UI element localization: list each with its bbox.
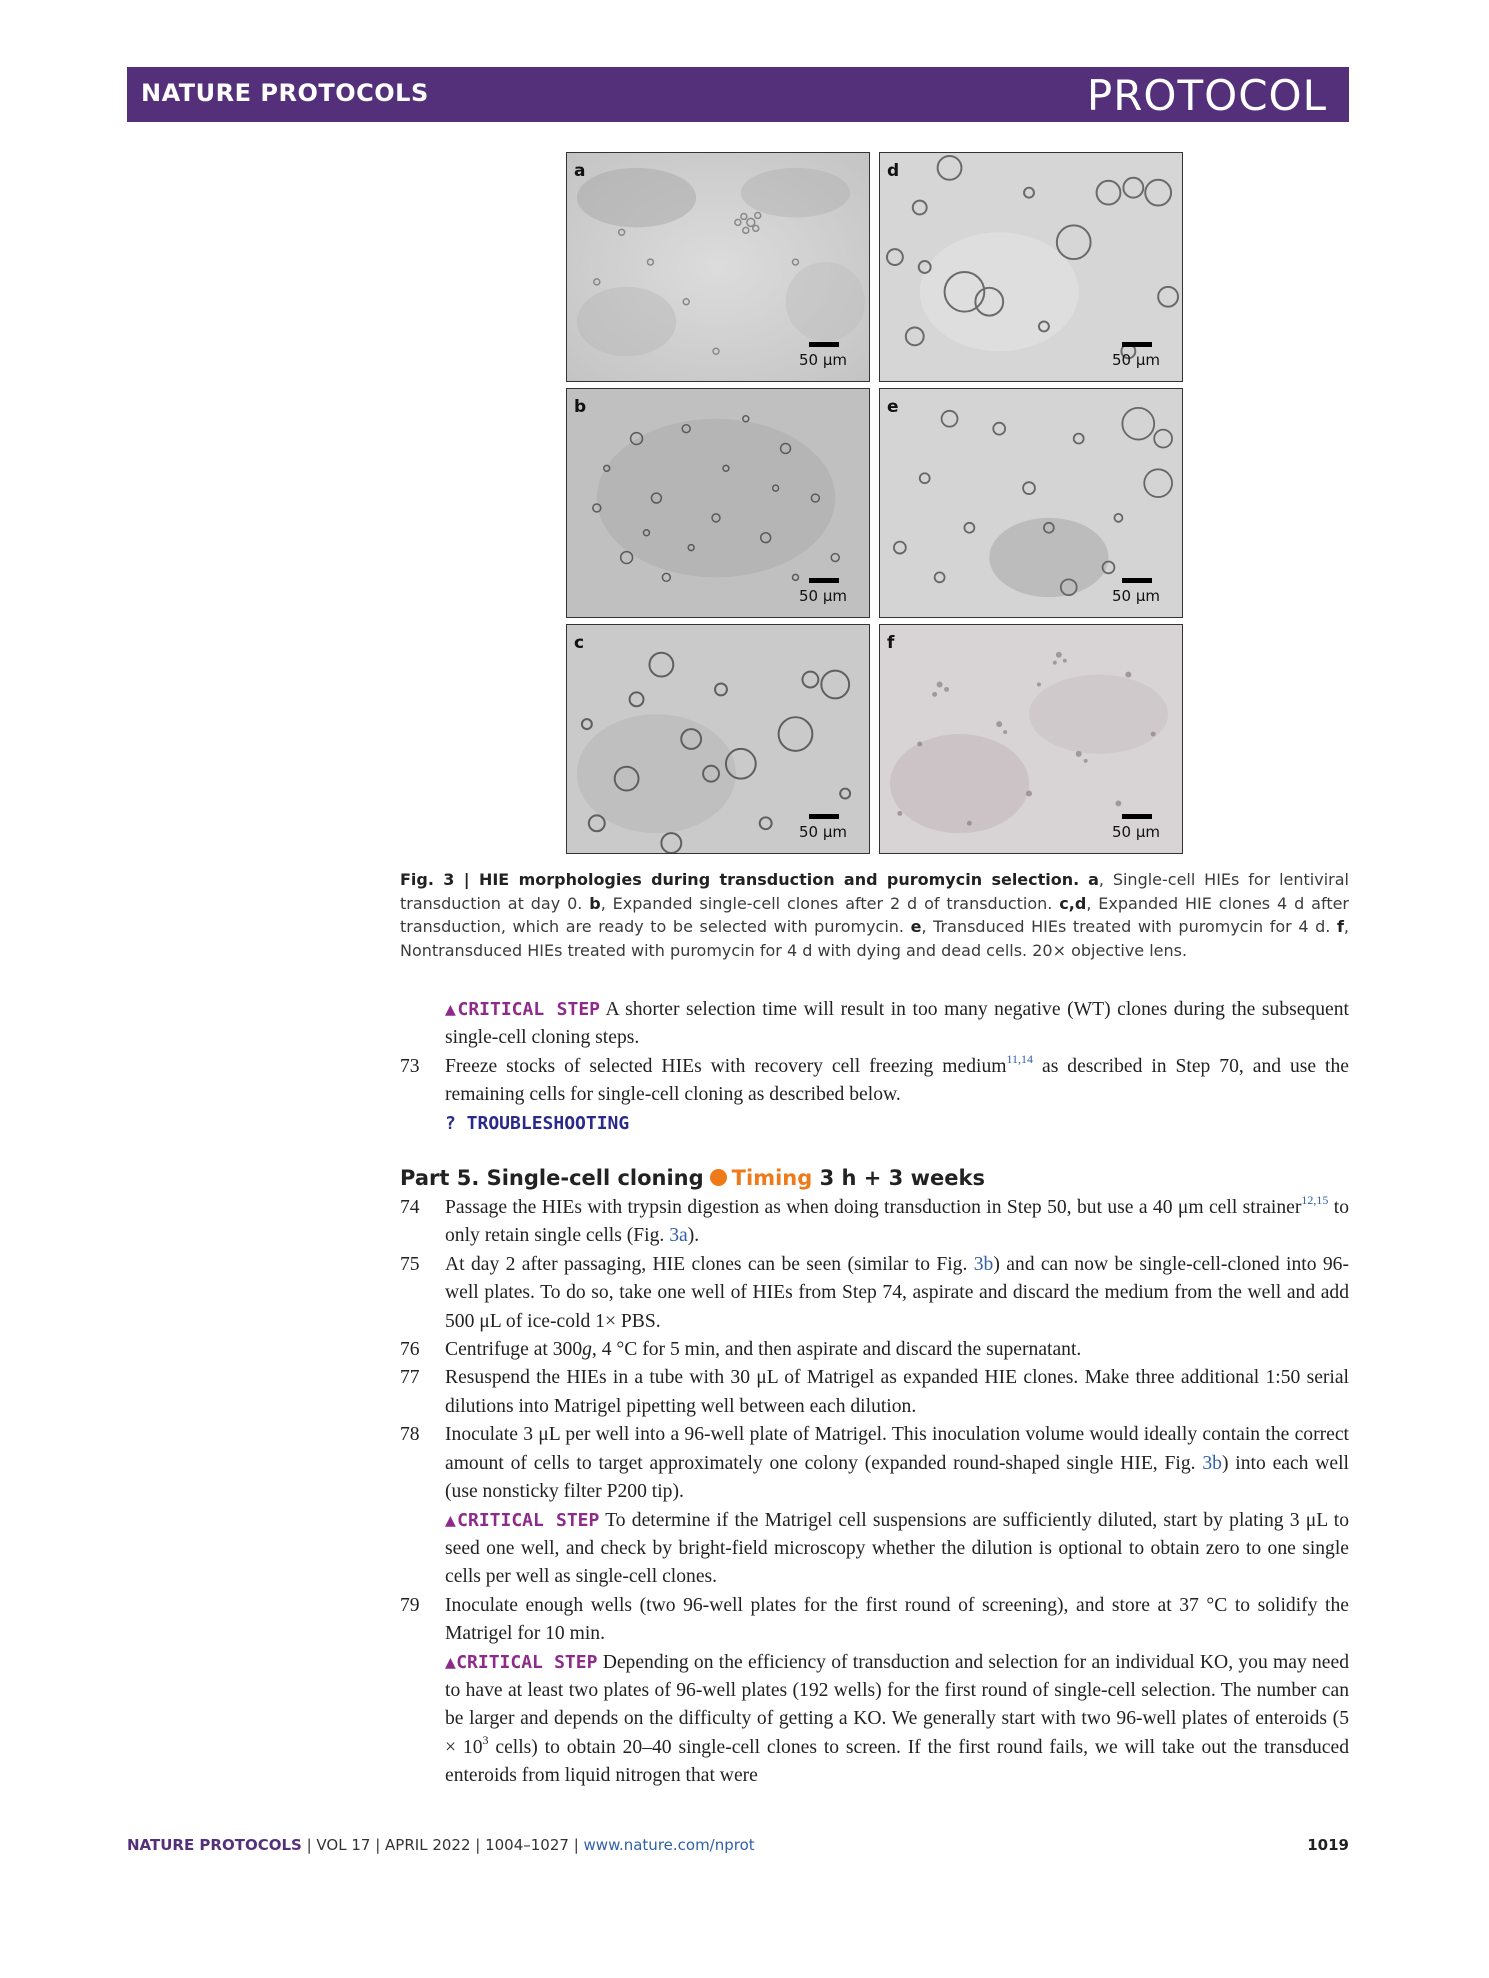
timing-label: Timing [731, 1166, 813, 1191]
step-text: ). [687, 1225, 700, 1247]
step-76 [400, 1336, 1349, 1364]
step-text: Inoculate 3 μL per well into a 96-well plate of Matrigel. This inoculation volume would ideally contain the correct amount of cells to target approximately one colony (expanded round-shaped single HIE, Fig. [445, 1424, 1349, 1474]
figure-caption [400, 868, 1349, 962]
critical-step-text: Depending on the efficiency of transduction and selection for an individual KO, you may need to have at least two plates of 96-well plates (192 wells) for the first round of single-cell selection. The number can be larger and depends on the difficulty of getting a KO. We generally start with two 96-well plates of enteroids (5 × 10 [445, 1651, 1349, 1758]
gravity-unit: g [582, 1339, 592, 1361]
footer-journal: NATURE PROTOCOLS [127, 1836, 302, 1854]
scale-label: 50 μm [798, 823, 847, 841]
timing-dot-icon [710, 1169, 727, 1186]
journal-header-bar [127, 67, 1349, 122]
scale-bar [809, 814, 839, 819]
critical-step-label: ▲CRITICAL STEP [445, 1509, 600, 1531]
step-number: 74 [400, 1197, 420, 1219]
critical-step-2 [400, 1507, 1349, 1592]
page-footer [127, 1836, 1349, 1860]
critical-step-label: ▲CRITICAL STEP [445, 999, 601, 1020]
scale-bar [809, 578, 839, 583]
scale-label: 50 μm [1111, 587, 1160, 605]
panel-e [879, 388, 1183, 618]
caption-tag-cd: c,d [1059, 893, 1087, 913]
exponent: 3 [482, 1732, 489, 1747]
caption-text-f: , Nontransduced HIEs treated with puromycin for 4 d with dying and dead cells. 20× objective lens. [400, 917, 1350, 960]
footer-volume-info: | VOL 17 | APRIL 2022 | 1004–1027 | [301, 1836, 584, 1854]
caption-text-b: , Expanded single-cell clones after 2 d of transduction. [600, 893, 1053, 913]
troubleshooting-link-row [400, 1110, 1349, 1138]
step-number: 76 [400, 1339, 420, 1361]
scale-bar [1122, 578, 1152, 583]
caption-tag-e: e [910, 917, 922, 936]
step-text: Inoculate enough wells (two 96-well plates for the first round of screening), and store at 37 °C to solidify the Matrigel for 10 min. [445, 1594, 1349, 1645]
step-text: At day 2 after passaging, HIE clones can be seen (similar to Fig. [445, 1253, 974, 1275]
article-type: PROTOCOL [1086, 71, 1327, 120]
scale-bar [1122, 814, 1152, 819]
figure-ref-link[interactable]: 3b [1202, 1452, 1222, 1474]
scale-label: 50 μm [1111, 351, 1160, 369]
figure-3-grid [566, 152, 1183, 856]
caption-tag-f: f [1336, 917, 1344, 936]
figure-ref-link[interactable]: 3a [669, 1225, 688, 1247]
citation-link[interactable]: 12,15 [1301, 1193, 1329, 1208]
scale-label: 50 μm [798, 587, 847, 605]
figure-ref-link[interactable]: 3b [973, 1253, 994, 1275]
step-79 [400, 1592, 1349, 1649]
step-text: Resuspend the HIEs in a tube with 30 μL of Matrigel as expanded HIE clones. Make three additional 1:50 serial dilutions into Matrigel pipetting well between each dilution. [445, 1367, 1349, 1417]
panel-letter: e [887, 397, 899, 417]
panel-letter: b [574, 397, 587, 417]
caption-text-a: , Single-cell HIEs for lentiviral transduction at day 0. [400, 870, 1349, 913]
footer-url-link[interactable]: www.nature.com/nprot [583, 1836, 755, 1854]
page-number: 1019 [1307, 1836, 1349, 1854]
step-73 [400, 1053, 1349, 1110]
step-number: 77 [400, 1367, 420, 1389]
step-text: Centrifuge at 300 [445, 1339, 583, 1361]
critical-step-text: cells) to obtain 20–40 single-cell clones to screen. If the first round fails, we will take out the transduced enteroids from liquid nitrogen that were [445, 1736, 1350, 1787]
step-78 [400, 1421, 1349, 1506]
part-5-heading [400, 1164, 1349, 1192]
step-number: 78 [400, 1424, 420, 1446]
troubleshooting-link[interactable]: ? TROUBLESHOOTING [445, 1112, 630, 1134]
step-text: as described in Step 70, and use the remaining cells for single-cell cloning as described below. [445, 1055, 1349, 1106]
step-text: to only retain single cells (Fig. [445, 1197, 1349, 1247]
panel-letter: d [887, 161, 900, 181]
scale-bar [809, 342, 839, 347]
protocol-body [400, 996, 1349, 1791]
caption-tag-a: a [1088, 870, 1099, 889]
panel-letter: a [574, 161, 586, 181]
step-text: , 4 °C for 5 min, and then aspirate and discard the supernatant. [591, 1339, 1082, 1361]
citation-link[interactable]: 11,14 [1006, 1051, 1034, 1066]
scale-bar [1122, 342, 1152, 347]
panel-f [879, 624, 1183, 854]
scale-label: 50 μm [798, 351, 847, 369]
caption-text-e: , Transduced HIEs treated with puromycin for 4 d. [921, 917, 1331, 936]
panel-a [566, 152, 870, 382]
caption-label: Fig. 3 | HIE morphologies during transduction and puromycin selection. [400, 870, 1080, 889]
step-74 [400, 1194, 1349, 1251]
step-text: Passage the HIEs with trypsin digestion as when doing transduction in Step 50, but use a 40 μm cell strainer [445, 1197, 1302, 1219]
panel-letter: f [887, 633, 895, 653]
part-title: Part 5. Single-cell cloning [400, 1166, 704, 1191]
step-number: 75 [400, 1253, 420, 1275]
panel-letter: c [574, 633, 585, 653]
step-text: Freeze stocks of selected HIEs with recovery cell freezing medium [445, 1055, 1007, 1077]
journal-name: NATURE PROTOCOLS [141, 79, 429, 107]
step-75 [400, 1251, 1349, 1336]
panel-c [566, 624, 870, 854]
critical-step-text: To determine if the Matrigel cell suspensions are sufficiently diluted, start by plating 3 μL to seed one well, and check by bright-field microscopy whether the dilution is optional to obtain zero to one single cells per well as single-cell clones. [445, 1509, 1349, 1588]
step-number: 73 [400, 1055, 420, 1077]
step-text: ) and can now be single-cell-cloned into 96-well plates. To do so, take one well of HIEs from Step 74, aspirate and discard the medium from the well and add 500 μL of ice-cold 1× PBS. [445, 1253, 1349, 1332]
step-text: ) into each well (use nonsticky filter P200 tip). [445, 1452, 1349, 1503]
critical-step-3 [400, 1649, 1349, 1791]
panel-b [566, 388, 870, 618]
caption-tag-b: b [589, 893, 601, 913]
critical-step-text: A shorter selection time will result in too many negative (WT) clones during the subsequent single-cell cloning steps. [445, 999, 1349, 1049]
scale-label: 50 μm [1111, 823, 1160, 841]
critical-step-1 [400, 996, 1349, 1053]
step-number: 79 [400, 1594, 420, 1616]
panel-d [879, 152, 1183, 382]
step-77 [400, 1364, 1349, 1421]
critical-step-label: ▲CRITICAL STEP [445, 1651, 598, 1673]
caption-text-cd: , Expanded HIE clones 4 d after transduction, which are ready to be selected with puromycin. [400, 893, 1350, 936]
timing-value: 3 h + 3 weeks [819, 1166, 985, 1191]
